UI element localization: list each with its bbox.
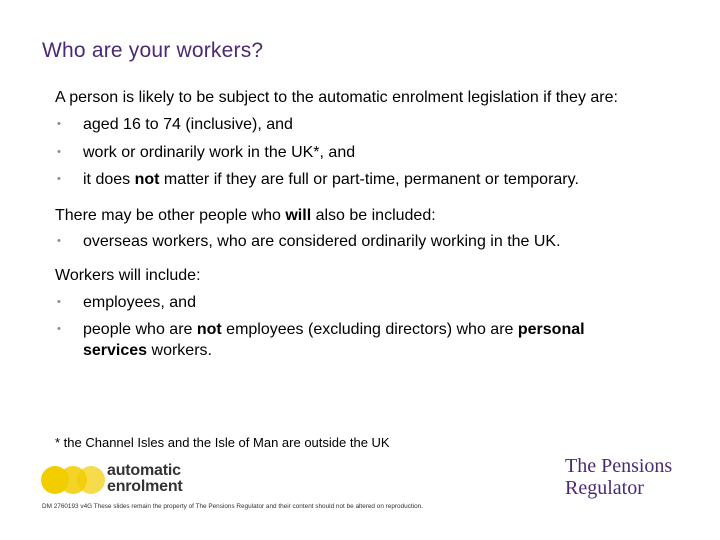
section2-intro: There may be other people who will also be included:: [55, 207, 436, 224]
bullet-marker: •: [57, 118, 61, 130]
section2-bullet: overseas workers, who are considered ordinarily working in the UK.: [83, 233, 561, 250]
bullet-marker: •: [57, 323, 61, 335]
bullet-marker: •: [57, 296, 61, 308]
automatic-enrolment-logo-text: automatic enrolment: [107, 462, 183, 495]
bullet-marker: •: [57, 146, 61, 158]
section1-bullet-1: aged 16 to 74 (inclusive), and: [83, 116, 293, 133]
pensions-regulator-logo: The Pensions Regulator: [565, 455, 673, 499]
section3-bullet-2: people who are not employees (excluding directors) who are personal services workers.: [83, 321, 585, 359]
bullet-marker: •: [57, 235, 61, 247]
section3-bullet-1: employees, and: [83, 294, 196, 311]
page-title: Who are your workers?: [42, 39, 264, 62]
disclaimer: DM 2760193 v4G These slides remain the property of The Pensions Regulator and their content should not be altered on reproduction.: [42, 503, 423, 510]
section1-intro: A person is likely to be subject to the automatic enrolment legislation if they are:: [55, 89, 618, 106]
footnote: * the Channel Isles and the Isle of Man are outside the UK: [55, 435, 390, 450]
section3-intro: Workers will include:: [55, 267, 201, 284]
section1-bullet-2: work or ordinarily work in the UK*, and: [83, 144, 356, 161]
bullet-marker: •: [57, 173, 61, 185]
automatic-enrolment-logo-icon: [40, 462, 106, 498]
section1-bullet-3: it does not matter if they are full or part-time, permanent or temporary.: [83, 171, 579, 188]
